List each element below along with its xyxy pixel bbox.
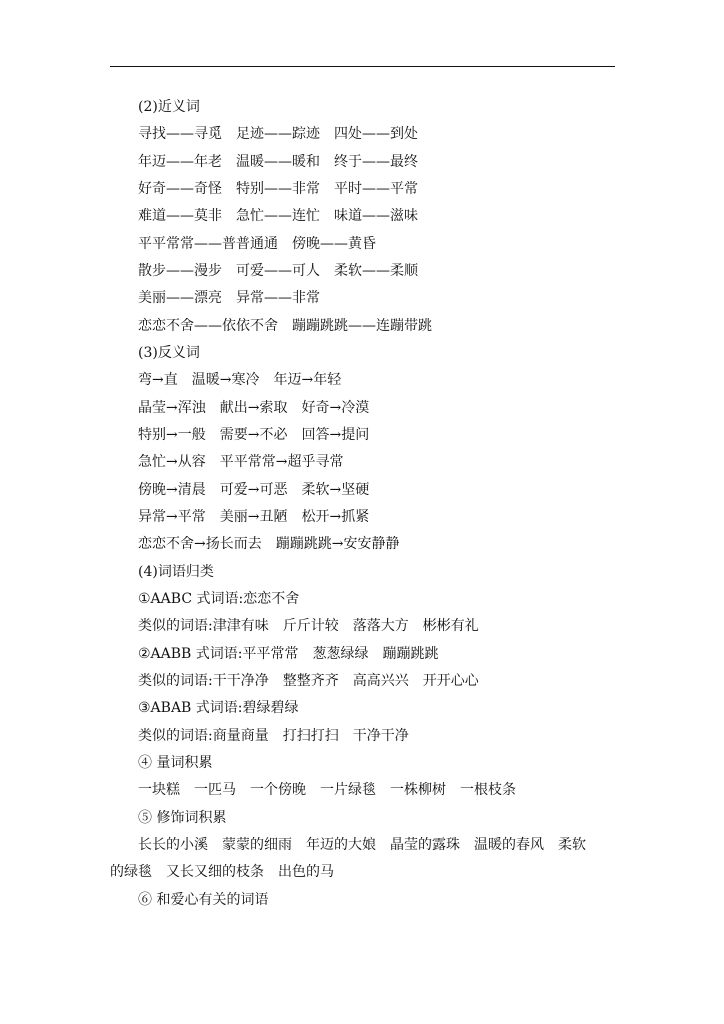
- classification-item: ⑤ 修饰词积累: [138, 810, 227, 826]
- synonym-row: 美丽——漂亮 异常——非常: [138, 290, 320, 306]
- classification-item: 类似的词语:津津有味 斤斤计较 落落大方 彬彬有礼: [138, 618, 479, 634]
- classification-item: 类似的词语:干干净净 整整齐齐 高高兴兴 开开心心: [138, 673, 479, 689]
- classification-item: ③ABAB 式词语:碧绿碧绿: [138, 700, 299, 716]
- antonym-row: 异常→平常 美丽→丑陋 松开→抓紧: [138, 509, 370, 525]
- modifiers-line: 长长的小溪 蒙蒙的细雨 年迈的大娘 晶莹的露珠 温暖的春风 柔软: [138, 837, 586, 853]
- classification-item: 类似的词语:商量商量 打扫打扫 干净干净: [138, 728, 409, 744]
- classification-item: ①AABC 式词语:恋恋不舍: [138, 591, 300, 607]
- synonym-row: 散步——漫步 可爱——可人 柔软——柔顺: [138, 263, 418, 279]
- antonym-row: 急忙→从容 平平常常→超乎寻常: [138, 454, 344, 470]
- classification-item: 一块糕 一匹马 一个傍晚 一片绿毯 一株柳树 一根枝条: [138, 782, 516, 798]
- modifiers-line-continued: 的绿毯 又长又细的枝条 出色的马: [110, 864, 334, 880]
- synonyms-heading: (2)近义词: [138, 99, 200, 115]
- classification-heading: (4)词语归类: [138, 564, 214, 580]
- antonym-row: 弯→直 温暖→寒冷 年迈→年轻: [138, 372, 342, 388]
- love-words-heading: ⑥ 和爱心有关的词语: [138, 892, 269, 908]
- antonym-row: 特别→一般 需要→不必 回答→提问: [138, 427, 370, 443]
- classification-item: ④ 量词积累: [138, 755, 213, 771]
- antonyms-heading: (3)反义词: [138, 345, 200, 361]
- synonym-row: 恋恋不舍——依依不舍 蹦蹦跳跳——连蹦带跳: [138, 318, 432, 334]
- synonym-row: 好奇——奇怪 特别——非常 平时——平常: [138, 181, 418, 197]
- antonym-row: 恋恋不舍→扬长而去 蹦蹦跳跳→安安静静: [138, 536, 400, 552]
- synonym-row: 难道——莫非 急忙——连忙 味道——滋味: [138, 208, 418, 224]
- header-rule: [110, 66, 615, 67]
- antonym-row: 傍晚→清晨 可爱→可恶 柔软→坚硬: [138, 482, 370, 498]
- synonym-row: 平平常常——普普通通 傍晚——黄昏: [138, 236, 376, 252]
- classification-item: ②AABB 式词语:平平常常 葱葱绿绿 蹦蹦跳跳: [138, 646, 439, 662]
- synonym-row: 年迈——年老 温暖——暖和 终于——最终: [138, 154, 418, 170]
- synonym-row: 寻找——寻觅 足迹——踪迹 四处——到处: [138, 126, 418, 142]
- antonym-row: 晶莹→浑浊 献出→索取 好奇→冷漠: [138, 400, 370, 416]
